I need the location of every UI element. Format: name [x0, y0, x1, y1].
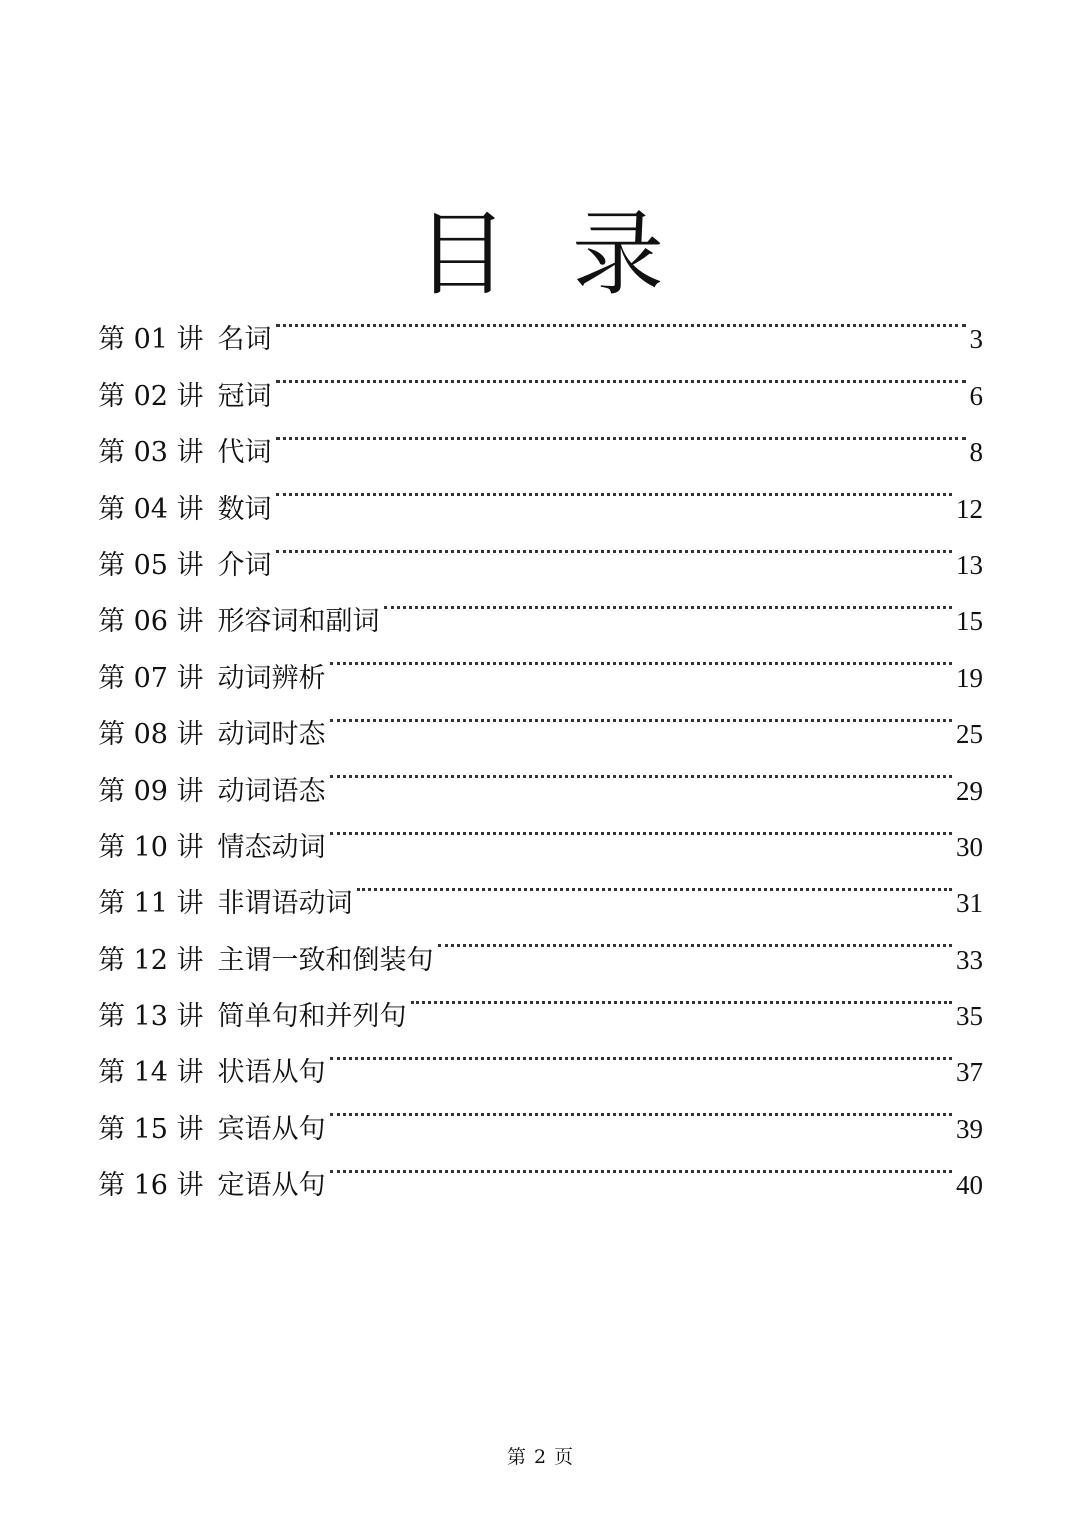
lecture-number: 第 12 讲: [98, 944, 204, 976]
page-number: 19: [956, 662, 983, 693]
dot-leader: [330, 743, 952, 799]
lecture-topic: 数词: [217, 493, 272, 525]
lecture-topic: 状语从句: [217, 1057, 326, 1089]
lecture-number: 第 15 讲: [98, 1113, 204, 1145]
page-number: 6: [969, 380, 983, 411]
page-number: 30: [956, 831, 983, 862]
dot-leader: [438, 912, 952, 968]
lecture-topic: 动词时态: [217, 719, 326, 751]
lecture-topic: 冠词: [217, 380, 272, 412]
lecture-topic: 主谓一致和倒装句: [217, 944, 434, 976]
lecture-number: 第 01 讲: [98, 324, 204, 356]
lecture-topic: 简单句和并列句: [217, 1001, 407, 1033]
page-number: 8: [969, 437, 983, 468]
page-number: 37: [956, 1057, 983, 1088]
lecture-topic: 介词: [217, 549, 272, 581]
dot-leader: [411, 969, 952, 1025]
dot-leader: [276, 292, 966, 348]
dot-leader: [357, 856, 952, 912]
page-number: 29: [956, 775, 983, 806]
lecture-number: 第 08 讲: [98, 719, 204, 751]
lecture-number: 第 14 讲: [98, 1057, 204, 1089]
title-char-1: 目: [415, 200, 508, 308]
lecture-number: 第 03 讲: [98, 437, 204, 469]
page-number: 31: [956, 888, 983, 919]
lecture-number: 第 06 讲: [98, 606, 204, 638]
dot-leader: [276, 518, 952, 574]
lecture-topic: 名词: [217, 324, 272, 356]
lecture-number: 第 11 讲: [98, 888, 204, 920]
lecture-topic: 动词语态: [217, 775, 326, 807]
footer-prefix: 第: [506, 1446, 526, 1468]
page-footer: [0, 1444, 1080, 1470]
lecture-topic: 定语从句: [217, 1170, 326, 1202]
lecture-topic: 情态动词: [217, 831, 326, 863]
lecture-number: 第 13 讲: [98, 1001, 204, 1033]
dot-leader: [330, 630, 952, 686]
dot-leader: [330, 800, 952, 856]
footer-suffix: 页: [554, 1446, 574, 1468]
footer-page-number: 2: [533, 1446, 547, 1468]
dot-leader: [330, 1081, 952, 1137]
lecture-topic: 形容词和副词: [217, 606, 380, 638]
lecture-number: 第 07 讲: [98, 662, 204, 694]
lecture-number: 第 10 讲: [98, 831, 204, 863]
page-number: 39: [956, 1113, 983, 1144]
dot-leader: [276, 461, 952, 517]
table-of-contents: [98, 292, 983, 1202]
page-number: 33: [956, 944, 983, 975]
page-number: 15: [956, 606, 983, 637]
lecture-number: 第 09 讲: [98, 775, 204, 807]
dot-leader: [276, 405, 966, 461]
page-number: 12: [956, 493, 983, 524]
dot-leader: [330, 1025, 952, 1081]
dot-leader: [384, 574, 952, 630]
page-number: 40: [956, 1170, 983, 1201]
page-number: 25: [956, 719, 983, 750]
page-number: 3: [969, 324, 983, 355]
dot-leader: [330, 1138, 952, 1194]
lecture-number: 第 05 讲: [98, 549, 204, 581]
toc-entry[interactable]: [98, 292, 983, 356]
lecture-number: 第 04 讲: [98, 493, 204, 525]
lecture-topic: 非谓语动词: [217, 888, 353, 920]
title-char-2: 录: [572, 200, 665, 308]
lecture-number: 第 16 讲: [98, 1170, 204, 1202]
lecture-topic: 动词辨析: [217, 662, 326, 694]
lecture-topic: 代词: [217, 437, 272, 469]
dot-leader: [276, 348, 966, 404]
page-number: 13: [956, 549, 983, 580]
lecture-topic: 宾语从句: [217, 1113, 326, 1145]
dot-leader: [330, 687, 952, 743]
lecture-number: 第 02 讲: [98, 380, 204, 412]
page-number: 35: [956, 1001, 983, 1032]
